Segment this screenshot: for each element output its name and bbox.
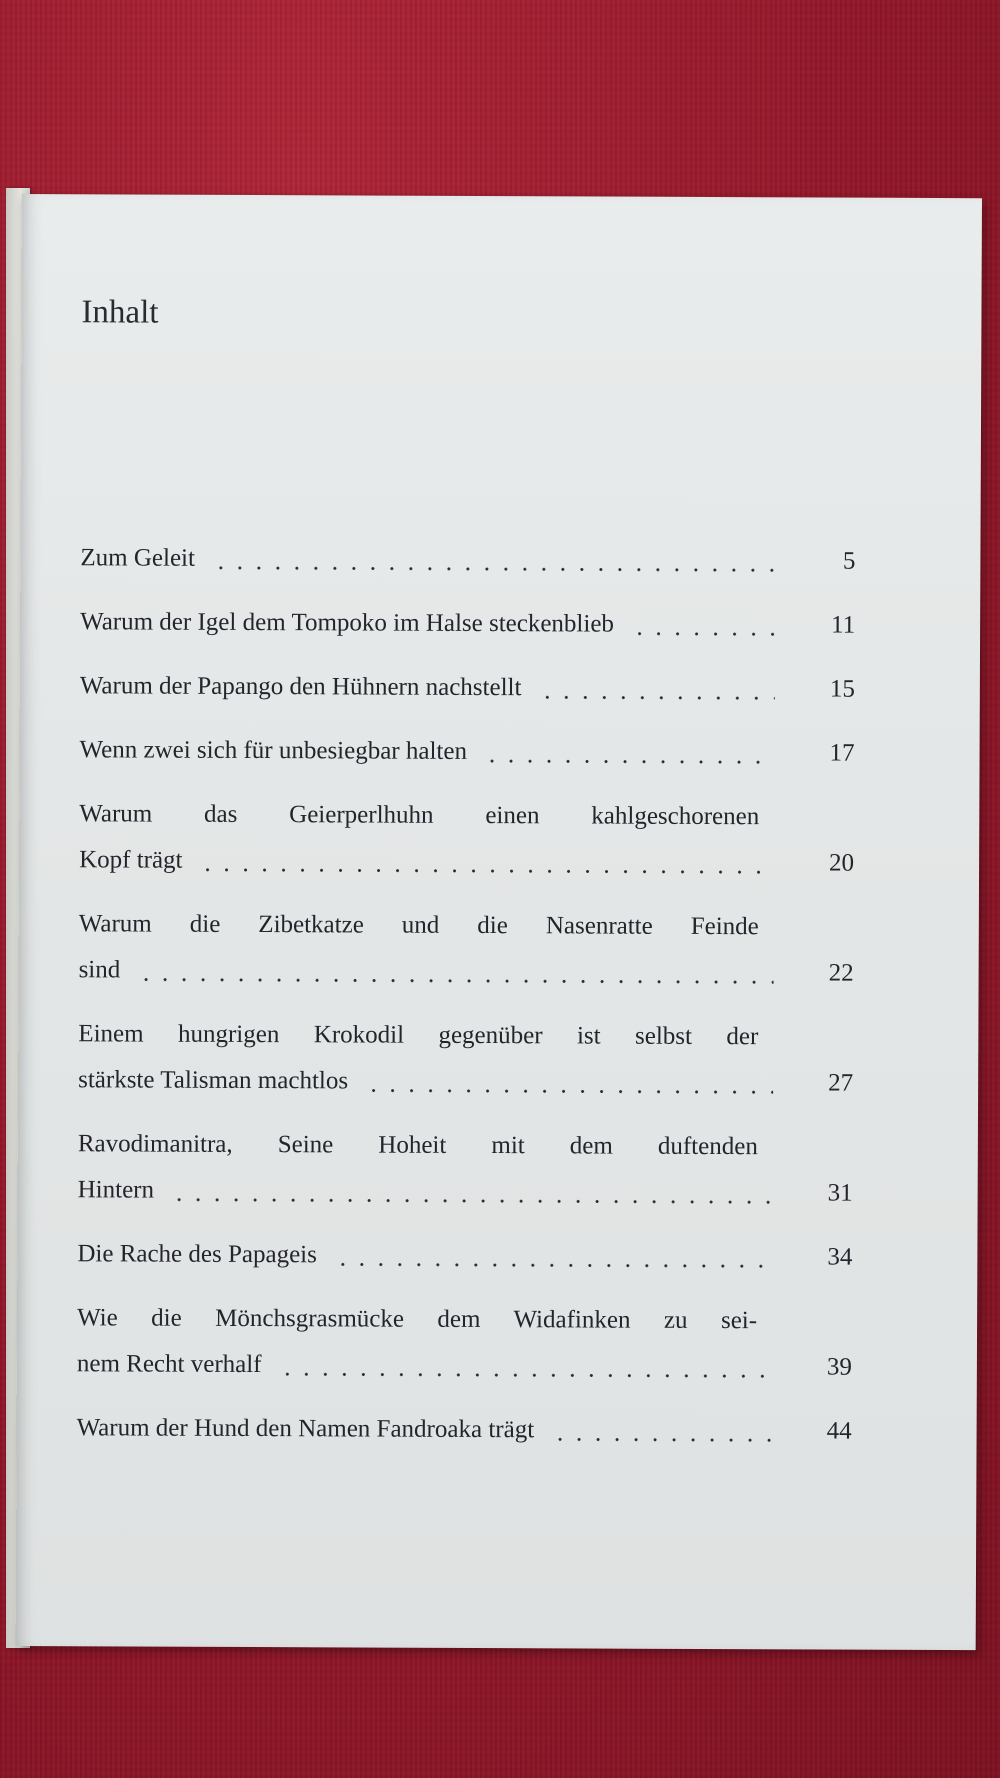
toc-entry-line	[77, 1348, 852, 1383]
toc-entry	[79, 908, 854, 989]
toc-entry-title: nem Recht verhalf	[76, 1350, 262, 1379]
toc-entry-line	[80, 542, 855, 577]
toc-page-number: 11	[830, 611, 856, 639]
book-page	[16, 194, 982, 1650]
toc-entry-title: Warum die Zibetkatze und die Nasenratte Feinde	[78, 910, 759, 941]
toc-entry-line	[79, 844, 854, 879]
toc-entry	[78, 1128, 853, 1209]
toc-entry-title: Warum der Papango den Hühnern nachstellt	[79, 672, 522, 702]
toc-entry-line	[80, 670, 855, 705]
toc-entry-title: Zum Geleit	[80, 544, 196, 572]
table-of-contents	[76, 542, 855, 1479]
toc-entry-line	[78, 1064, 853, 1099]
toc-entry-line	[79, 908, 854, 943]
dot-leader	[333, 1261, 772, 1269]
toc-entry	[80, 606, 855, 641]
dot-leader	[170, 1197, 773, 1206]
toc-entry	[79, 798, 854, 879]
toc-page-number: 27	[828, 1069, 854, 1097]
toc-entry-title: Kopf trägt	[79, 846, 183, 874]
toc-entry	[77, 1302, 852, 1383]
toc-entry-line	[79, 954, 854, 989]
toc-entry-line	[78, 1128, 853, 1163]
dot-leader	[551, 1436, 772, 1443]
dot-leader	[364, 1088, 773, 1096]
toc-page-number: 17	[829, 739, 855, 767]
toc-page-number: 31	[827, 1179, 853, 1207]
toc-entry-title: Wenn zwei sich für unbesiegbar halten	[79, 736, 468, 765]
toc-entry-line	[78, 1174, 853, 1209]
dot-leader	[278, 1371, 772, 1379]
toc-entry-line	[78, 1018, 853, 1053]
toc-entry-title: Die Rache des Papageis	[77, 1240, 317, 1269]
toc-entry	[80, 670, 855, 705]
toc-entry-title: stärkste Talisman machtlos	[78, 1066, 349, 1095]
toc-entry-line	[77, 1302, 852, 1337]
toc-entry-title: Warum der Igel dem Tompoko im Halse steckenblieb	[80, 608, 615, 638]
toc-page-number: 5	[842, 547, 856, 575]
toc-entry	[77, 1412, 852, 1447]
toc-entry	[80, 542, 855, 577]
toc-entry-title: Wie die Mönchsgrasmücke dem Widafinken zu sei-	[77, 1304, 758, 1335]
dot-leader	[483, 758, 775, 765]
toc-entry	[78, 1018, 853, 1099]
toc-entry-line	[77, 1412, 852, 1447]
toc-entry-title: Ravodimanitra, Seine Hoheit mit dem duftenden	[77, 1130, 758, 1161]
dot-leader	[630, 631, 775, 638]
toc-page-number: 20	[829, 849, 855, 877]
page-title: Inhalt	[81, 294, 159, 331]
toc-page-number: 34	[827, 1243, 853, 1271]
toc-entry-line	[80, 606, 855, 641]
toc-entry-title: Warum das Geierperlhuhn einen kahlgeschorenen	[79, 800, 760, 831]
dot-leader	[198, 867, 774, 876]
toc-entry-title: Hintern	[77, 1176, 155, 1204]
toc-entry-line	[79, 798, 854, 833]
toc-entry	[80, 734, 855, 769]
toc-entry-title: Warum der Hund den Namen Fandroaka trägt	[76, 1414, 535, 1444]
toc-entry-title: sind	[78, 956, 121, 984]
dot-leader	[538, 694, 775, 701]
toc-entry-line	[77, 1238, 852, 1273]
toc-page-number: 44	[826, 1417, 852, 1445]
toc-entry	[77, 1238, 852, 1273]
toc-entry-line	[80, 734, 855, 769]
toc-page-number: 15	[829, 675, 855, 703]
dot-leader	[137, 977, 774, 986]
toc-page-number: 22	[828, 959, 854, 987]
toc-page-number: 39	[826, 1353, 852, 1381]
toc-entry-title: Einem hungrigen Krokodil gegenüber ist selbst der	[78, 1020, 759, 1051]
dot-leader	[211, 565, 775, 573]
